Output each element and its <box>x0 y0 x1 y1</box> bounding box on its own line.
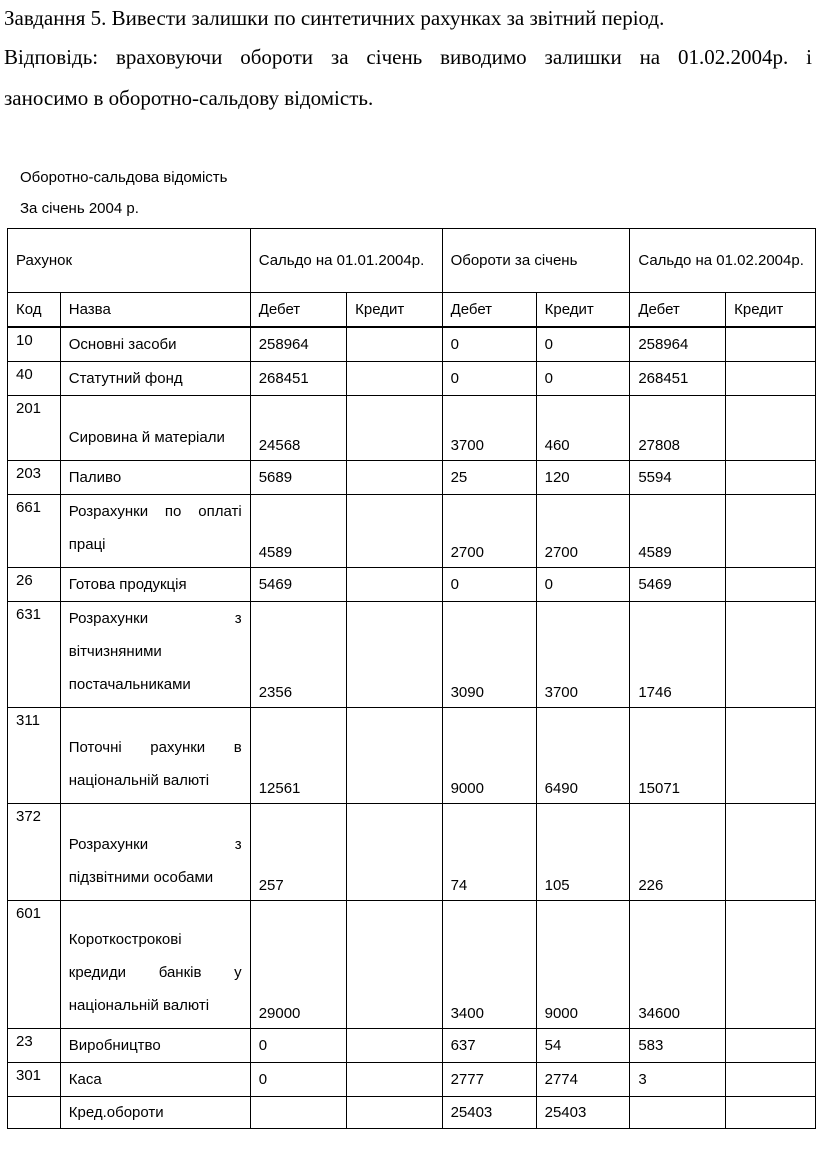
closing-debit-cell: 1746 <box>630 601 726 707</box>
account-name-text <box>69 602 242 701</box>
table-row <box>8 327 816 362</box>
account-name <box>60 567 250 601</box>
closing-credit-cell <box>726 900 816 1028</box>
opening-credit-cell <box>347 494 442 567</box>
total-label: Кред.обороти <box>60 1096 250 1128</box>
account-name-line: постачальниками <box>68 675 191 693</box>
total-closing-debit <box>630 1096 726 1128</box>
account-code: 631 <box>8 601 61 707</box>
account-name-text <box>69 731 242 797</box>
closing-credit-cell <box>726 707 816 803</box>
subheader-closing-credit: Кредит <box>726 293 816 327</box>
closing-credit-cell <box>726 460 816 494</box>
closing-credit-cell <box>726 494 816 567</box>
total-turnover-credit: 25403 <box>536 1096 630 1128</box>
turnover-debit-cell: 74 <box>442 803 536 900</box>
subheader-turnover-credit: Кредит <box>536 293 630 327</box>
total-code-cell <box>8 1096 61 1128</box>
closing-credit-cell <box>726 567 816 601</box>
account-name <box>60 803 250 900</box>
turnover-credit-cell: 105 <box>536 803 630 900</box>
subheader-turnover-debit: Дебет <box>442 293 536 327</box>
table-row <box>8 601 816 707</box>
closing-debit-cell: 3 <box>630 1062 726 1096</box>
turnover-debit-cell: 3400 <box>442 900 536 1028</box>
table-row <box>8 1028 816 1062</box>
closing-debit-cell: 5469 <box>630 567 726 601</box>
account-name-text <box>69 828 242 894</box>
opening-debit-cell: 268451 <box>250 361 346 395</box>
turnover-debit-cell: 2700 <box>442 494 536 567</box>
account-name-line: національній валюті <box>68 771 210 789</box>
account-name-line: підзвітними особами <box>68 868 214 886</box>
opening-debit-cell: 5469 <box>250 567 346 601</box>
account-name <box>60 494 250 567</box>
account-code: 40 <box>8 361 61 395</box>
opening-credit-cell <box>347 1062 442 1096</box>
opening-credit-cell <box>347 1028 442 1062</box>
header-account: Рахунок <box>8 229 251 293</box>
statement-period: За січень 2004 р. <box>20 200 139 217</box>
account-name <box>60 460 250 494</box>
account-name-line: праці <box>68 535 106 553</box>
account-name-line: Основні засоби <box>68 335 177 353</box>
turnover-credit-cell: 54 <box>536 1028 630 1062</box>
account-name-line: Поточні рахунки в <box>68 738 242 756</box>
subheader-closing-debit: Дебет <box>630 293 726 327</box>
opening-debit-cell: 24568 <box>250 395 346 460</box>
account-name-text <box>69 568 242 601</box>
account-name-line: Готова продукція <box>68 575 187 593</box>
account-name-line: Розрахунки по оплаті <box>68 502 242 520</box>
turnover-credit-cell: 6490 <box>536 707 630 803</box>
account-name-line: кредиди банків у <box>68 963 242 981</box>
turnover-credit-cell: 0 <box>536 361 630 395</box>
turnover-debit-cell: 0 <box>442 567 536 601</box>
opening-debit-cell: 0 <box>250 1062 346 1096</box>
turnover-debit-cell: 3700 <box>442 395 536 460</box>
subheader-row <box>8 293 816 327</box>
header-closing-balance: Сальдо на 01.02.2004р. <box>630 229 816 293</box>
account-code: 201 <box>8 395 61 460</box>
closing-debit-cell: 583 <box>630 1028 726 1062</box>
turnover-debit-cell: 637 <box>442 1028 536 1062</box>
opening-credit-cell <box>347 395 442 460</box>
statement-title: Оборотно-сальдова відомість <box>20 169 228 186</box>
table-row <box>8 361 816 395</box>
account-name-line: Паливо <box>68 468 122 486</box>
header-row <box>8 229 816 293</box>
account-code: 23 <box>8 1028 61 1062</box>
total-opening-credit <box>347 1096 442 1128</box>
balance-sheet-table <box>7 228 816 1129</box>
account-name-line: Короткострокові <box>68 930 182 948</box>
table-row <box>8 803 816 900</box>
table-row <box>8 395 816 460</box>
opening-credit-cell <box>347 361 442 395</box>
table-row <box>8 707 816 803</box>
subheader-code: Код <box>8 293 61 327</box>
task-line-3: заносимо в оборотно-сальдову відомість. <box>4 86 374 110</box>
account-name <box>60 327 250 362</box>
account-code: 301 <box>8 1062 61 1096</box>
account-code: 601 <box>8 900 61 1028</box>
closing-credit-cell <box>726 1028 816 1062</box>
opening-debit-cell: 5689 <box>250 460 346 494</box>
opening-debit-cell: 29000 <box>250 900 346 1028</box>
task-line-2: Відповідь: враховуючи обороти за січень виводимо залишки на 01.02.2004р. і <box>4 45 812 69</box>
account-code: 203 <box>8 460 61 494</box>
table-row <box>8 460 816 494</box>
account-code: 26 <box>8 567 61 601</box>
account-name-line: Каса <box>68 1070 102 1088</box>
opening-debit-cell: 0 <box>250 1028 346 1062</box>
account-name-line: Статутний фонд <box>68 369 183 387</box>
subheader-opening-credit: Кредит <box>347 293 442 327</box>
subheader-opening-debit: Дебет <box>250 293 346 327</box>
account-name-line: національній валюті <box>68 996 210 1014</box>
closing-credit-cell <box>726 395 816 460</box>
turnover-debit-cell: 3090 <box>442 601 536 707</box>
account-code: 311 <box>8 707 61 803</box>
closing-credit-cell <box>726 327 816 362</box>
account-code: 10 <box>8 327 61 362</box>
account-name-line: Розрахунки з <box>68 609 242 627</box>
task-line-1: Завдання 5. Вивести залишки по синтетичних рахунках за звітний період. <box>4 6 665 30</box>
account-name-line: вітчизняними <box>68 642 162 660</box>
turnover-debit-cell: 0 <box>442 327 536 362</box>
closing-debit-cell: 15071 <box>630 707 726 803</box>
opening-credit-cell <box>347 707 442 803</box>
subheader-name: Назва <box>60 293 250 327</box>
turnover-debit-cell: 9000 <box>442 707 536 803</box>
account-name-text <box>69 1063 242 1096</box>
opening-credit-cell <box>347 327 442 362</box>
closing-credit-cell <box>726 1062 816 1096</box>
opening-credit-cell <box>347 567 442 601</box>
account-name <box>60 601 250 707</box>
account-name <box>60 395 250 460</box>
turnover-debit-cell: 25 <box>442 460 536 494</box>
account-name-line: Розрахунки з <box>68 835 242 853</box>
turnover-credit-cell: 0 <box>536 567 630 601</box>
account-name <box>60 1062 250 1096</box>
turnover-debit-cell: 0 <box>442 361 536 395</box>
closing-credit-cell <box>726 601 816 707</box>
account-name-text <box>69 328 242 361</box>
header-turnover: Обороти за січень <box>442 229 630 293</box>
opening-credit-cell <box>347 803 442 900</box>
account-name-text <box>69 1029 242 1062</box>
closing-debit-cell: 226 <box>630 803 726 900</box>
opening-debit-cell: 2356 <box>250 601 346 707</box>
closing-debit-cell: 4589 <box>630 494 726 567</box>
opening-debit-cell: 4589 <box>250 494 346 567</box>
account-name <box>60 707 250 803</box>
total-opening-debit <box>250 1096 346 1128</box>
turnover-credit-cell: 3700 <box>536 601 630 707</box>
closing-credit-cell <box>726 361 816 395</box>
turnover-credit-cell: 2774 <box>536 1062 630 1096</box>
turnover-credit-cell: 2700 <box>536 494 630 567</box>
opening-credit-cell <box>347 601 442 707</box>
closing-debit-cell: 258964 <box>630 327 726 362</box>
opening-debit-cell: 258964 <box>250 327 346 362</box>
opening-credit-cell <box>347 900 442 1028</box>
turnover-credit-cell: 9000 <box>536 900 630 1028</box>
account-name-text <box>69 495 242 561</box>
account-name-text <box>69 923 242 1022</box>
opening-debit-cell: 12561 <box>250 707 346 803</box>
closing-debit-cell: 268451 <box>630 361 726 395</box>
total-closing-credit <box>726 1096 816 1128</box>
closing-debit-cell: 27808 <box>630 395 726 460</box>
opening-credit-cell <box>347 460 442 494</box>
table-row <box>8 1062 816 1096</box>
account-code: 372 <box>8 803 61 900</box>
table-row <box>8 567 816 601</box>
account-name-line: Сировина й матеріали <box>68 428 225 446</box>
account-name <box>60 1028 250 1062</box>
table-row <box>8 494 816 567</box>
closing-credit-cell <box>726 803 816 900</box>
account-name <box>60 361 250 395</box>
turnover-debit-cell: 2777 <box>442 1062 536 1096</box>
turnover-credit-cell: 460 <box>536 395 630 460</box>
total-turnover-debit: 25403 <box>442 1096 536 1128</box>
account-name-text <box>69 461 242 494</box>
header-opening-balance: Сальдо на 01.01.2004р. <box>250 229 442 293</box>
opening-debit-cell: 257 <box>250 803 346 900</box>
account-name-text <box>69 421 242 454</box>
account-code: 661 <box>8 494 61 567</box>
total-row <box>8 1096 816 1128</box>
closing-debit-cell: 34600 <box>630 900 726 1028</box>
account-name-text <box>69 362 242 395</box>
closing-debit-cell: 5594 <box>630 460 726 494</box>
account-name-line: Виробництво <box>68 1036 161 1054</box>
turnover-credit-cell: 120 <box>536 460 630 494</box>
turnover-credit-cell: 0 <box>536 327 630 362</box>
table-row <box>8 900 816 1028</box>
account-name <box>60 900 250 1028</box>
